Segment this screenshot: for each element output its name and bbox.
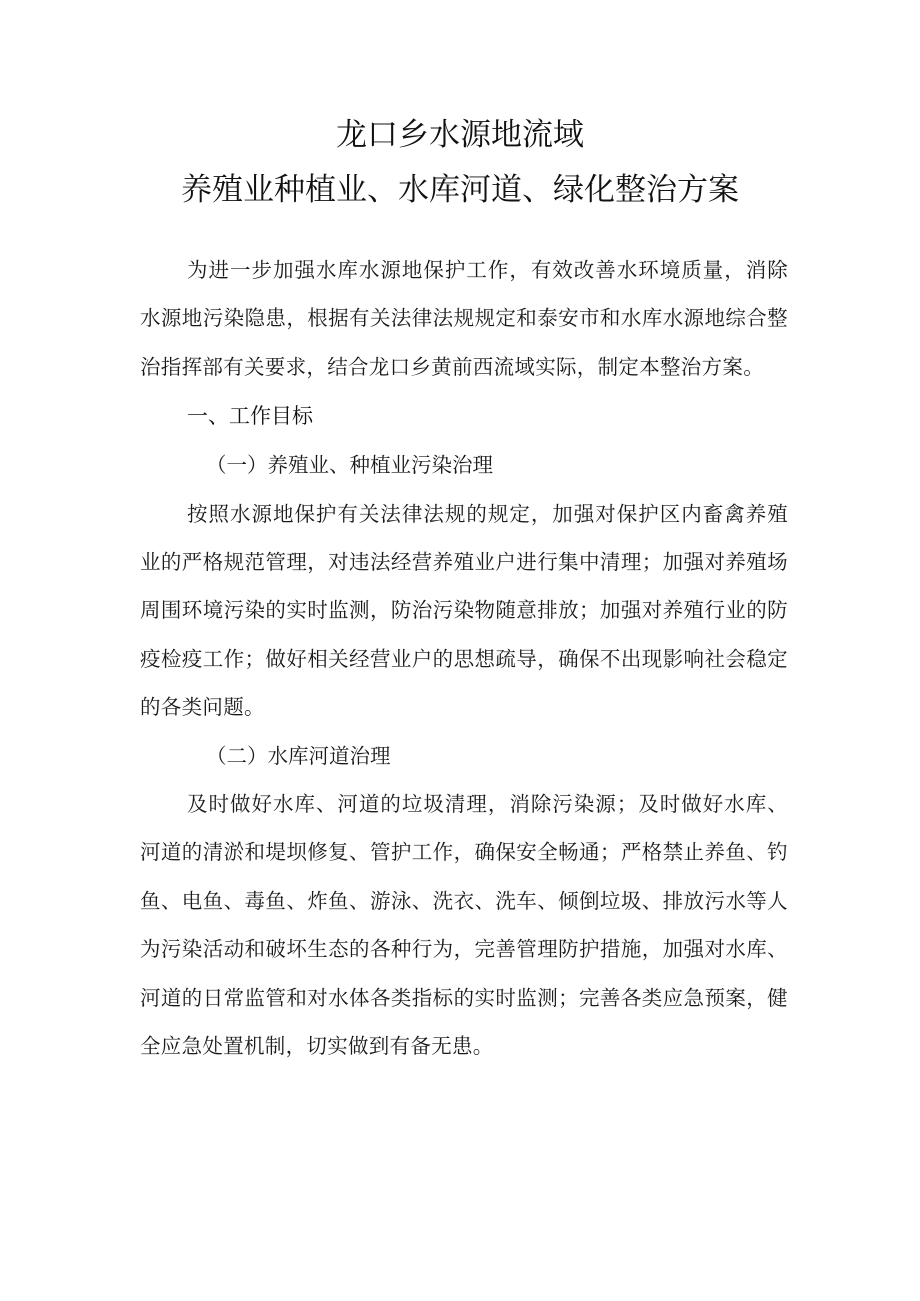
document-body [140, 246, 788, 1071]
farming-paragraph: 按照水源地保护有关法律法规的规定，加强对保护区内畜禽养殖业的严格规范管理，对违法经营养殖业户进行集中清理；加强对养殖场周围环境污染的实时监测，防治污染物随意排放；加强对养殖行业的防疫检疫工作；做好相关经营业户的思想疏导，确保不出现影响社会稳定的各类问题。 [140, 501, 788, 720]
reservoir-paragraph: 及时做好水库、河道的垃圾清理，消除污染源；及时做好水库、河道的清淤和堤坝修复、管护工作，确保安全畅通；严格禁止养鱼、钓鱼、电鱼、毒鱼、炸鱼、游泳、洗衣、洗车、倾倒垃圾、排放污水等人为污染活动和破坏生态的各种行为，完善管理防护措施，加强对水库、河道的日常监管和对水体各类指标的实时监测；完善各类应急预案，健全应急处置机制，切实做到有备无患。 [140, 792, 788, 1059]
title-line-2: 养殖业种植业、水库河道、绿化整治方案 [181, 172, 739, 208]
intro-paragraph: 为进一步加强水库水源地保护工作，有效改善水环境质量，消除水源地污染隐患，根据有关法律法规规定和泰安市和水库水源地综合整治指挥部有关要求，结合龙口乡黄前西流域实际，制定本整治方案。 [140, 258, 788, 379]
subsection-heading-reservoir: （二）水库河道治理 [206, 743, 391, 768]
title-line-1: 龙口乡水源地流域 [336, 117, 584, 153]
subsection-heading-farming: （一）养殖业、种植业污染治理 [206, 453, 493, 478]
document-title [0, 108, 920, 218]
section-heading-work-goals: 一、工作目标 [187, 404, 313, 429]
